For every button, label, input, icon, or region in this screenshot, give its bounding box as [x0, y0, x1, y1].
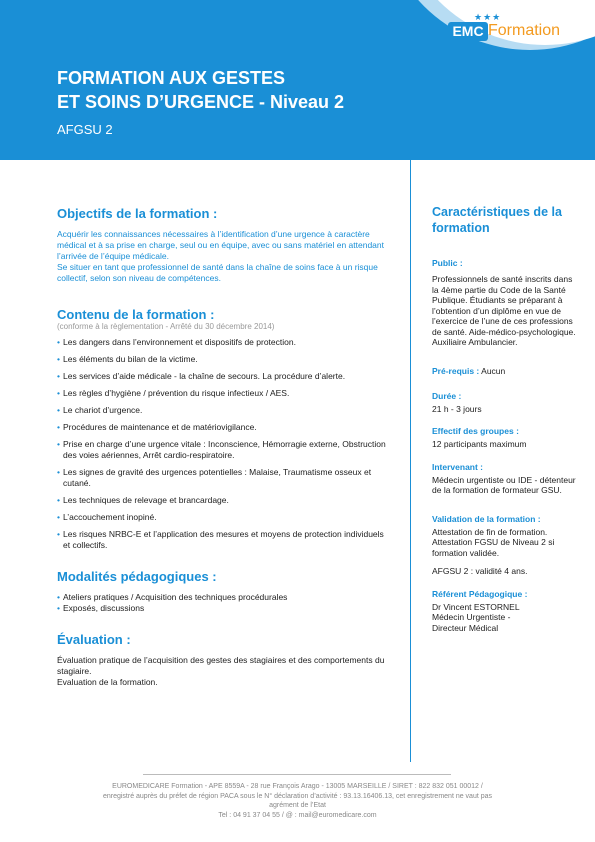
prerequis-value: Aucun — [481, 365, 506, 376]
main-column — [57, 206, 387, 688]
list-item: • Les risques NRBC-E et l’application des mesures et moyens de protection individuels et collectifs. — [57, 529, 387, 551]
effectif-value: 12 participants maximum — [432, 439, 527, 449]
objectifs-text: Acquérir les connaissances nécessaires à l’identification d’une urgence à caractère médical et à sa prise en charge, seul ou en équipe, avec ou sans matériel en attendant l’arrivée de l’équipe médicale. — [57, 229, 384, 261]
public-label: Public : — [432, 258, 463, 268]
evaluation-text: Évaluation pratique de l’acquisition des gestes des stagiaires et des comportements du stagiaire. — [57, 655, 385, 676]
footer-line-4: Tel : 04 91 37 04 55 / @ : mail@euromedicare.com — [218, 811, 377, 819]
intervenant-label: Intervenant : — [432, 461, 484, 472]
public-text: Professionnels de santé inscrits dans la 4ème partie du Code de la Santé Publique. Étudiants se préparant à l’obtention d’un diplôme en vue de l’exercice de l’une de ces professions de santé. Aide-médico-psychologique. Auxiliaire Ambulancier. — [432, 274, 576, 347]
footer-divider — [143, 774, 451, 775]
list-item: • L’accouchement inopiné. — [57, 512, 387, 523]
prerequis-row — [432, 366, 580, 377]
prerequis-label: Pré-requis : — [432, 365, 480, 376]
header-banner — [0, 0, 595, 160]
modalites-heading: Modalités pédagogiques : — [57, 569, 217, 584]
logo-formation: Formation — [488, 22, 561, 39]
list-item: • Les techniques de relevage et brancardage. — [57, 495, 387, 506]
list-item: • Les règles d’hygiène / prévention du risque infectieux / AES. — [57, 388, 387, 399]
contenu-note: (conforme à la règlementation - Arrêté du 30 décembre 2014) — [57, 322, 275, 331]
title-line-1: FORMATION AUX GESTES — [57, 68, 286, 88]
page-subtitle: AFGSU 2 — [57, 122, 113, 137]
column-divider — [410, 160, 411, 762]
intervenant-value: Médecin urgentiste ou IDE - détenteur de la formation de formateur GSU. — [432, 474, 576, 495]
emc-formation-logo — [444, 12, 584, 42]
footer-line-3: agrément de l’Etat — [269, 802, 326, 809]
objectifs-heading: Objectifs de la formation : — [57, 206, 218, 221]
list-item: • Le chariot d’urgence. — [57, 405, 387, 416]
characteristics-column — [432, 204, 580, 633]
duree-value: 21 h - 3 jours — [432, 403, 482, 414]
referent-line-1: Dr Vincent ESTORNEL — [432, 601, 520, 612]
referent-line-2: Médecin Urgentiste - — [432, 612, 511, 622]
referent-line-3: Directeur Médical — [432, 622, 499, 633]
list-item: • Les dangers dans l’environnement et dispositifs de protection. — [57, 337, 387, 348]
objectifs-text-2: Se situer en tant que professionnel de santé dans la chaîne de soins face à un risque collectif, selon son niveau de compétences. — [57, 262, 378, 283]
list-item: • Exposés, discussions — [57, 603, 387, 614]
title-line-2: ET SOINS D’URGENCE - Niveau 2 — [57, 92, 345, 112]
contenu-heading: Contenu de la formation : — [57, 307, 215, 322]
list-item: • Les éléments du bilan de la victime. — [57, 354, 387, 365]
validation-label: Validation de la formation : — [432, 513, 541, 524]
list-item: • Prise en charge d’une urgence vitale : Inconscience, Hémorragie externe, Obstruction des voies aériennes, Arrêt cardio-respiratoire. — [57, 439, 387, 461]
validite-value: AFGSU 2 : validité 4 ans. — [432, 566, 528, 576]
duree-label: Durée : — [432, 390, 462, 401]
modalites-list — [57, 592, 387, 614]
validation-value: Attestation de fin de formation. Attestation FGSU de Niveau 2 si formation validée. — [432, 526, 555, 558]
list-item: • Ateliers pratiques / Acquisition des techniques procédurales — [57, 592, 387, 603]
effectif-label: Effectif des groupes : — [432, 426, 519, 436]
list-item: • Les signes de gravité des urgences potentielles : Malaise, Traumatisme osseux et cutané. — [57, 467, 387, 489]
referent-label: Référent Pédagogique : — [432, 588, 528, 599]
footer — [55, 782, 540, 820]
footer-line-1: EUROMEDICARE Formation - APE 8559A - 28 rue François Arago - 13005 MARSEILLE / SIRET : 822 832 051 00012 / — [112, 783, 483, 790]
stars-icon: ★★★ — [474, 12, 502, 22]
page-title — [57, 66, 437, 114]
list-item: • Les services d’aide médicale - la chaîne de secours. La procédure d’alerte. — [57, 371, 387, 382]
contenu-list — [57, 337, 387, 551]
logo-emc: EMC — [448, 22, 488, 41]
evaluation-heading: Évaluation : — [57, 632, 131, 647]
footer-line-2: enregistré auprès du préfet de région PACA sous le N° déclaration d’activité : 93.13.16406.13, cet enregistrement ne vaut pas — [102, 792, 493, 800]
list-item: • Procédures de maintenance et de matériovigilance. — [57, 422, 387, 433]
caracteristiques-heading: Caractéristiques de la formation — [432, 205, 562, 235]
evaluation-text-2: Evaluation de la formation. — [57, 677, 158, 687]
